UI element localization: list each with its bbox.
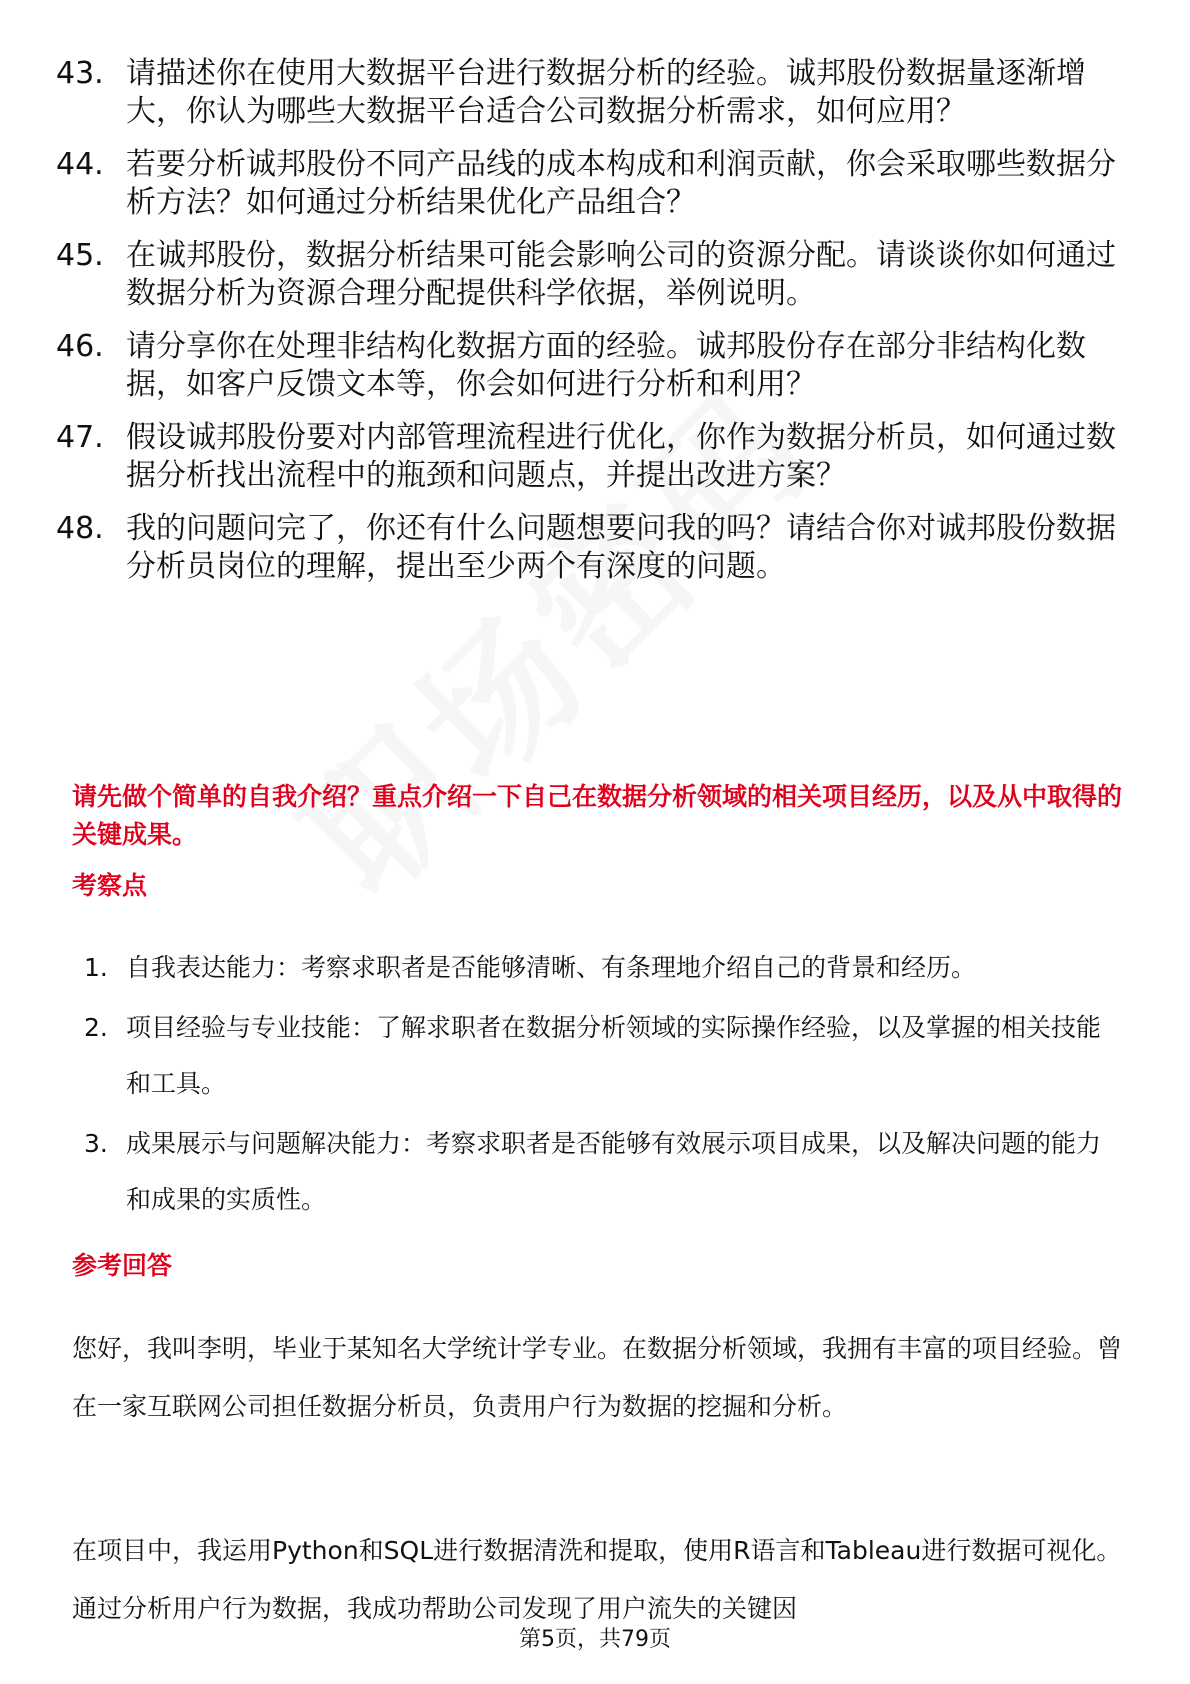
question-text: 我的问题问完了，你还有什么问题想要问我的吗？请结合你对诚邦股份数据分析员岗位的理解，提出至少两个有深度的问题。: [126, 511, 1116, 584]
question-item: [56, 55, 1116, 131]
point-item: [84, 940, 1124, 996]
question-number: 44.: [56, 147, 104, 182]
kaocha-label: 考察点: [72, 871, 148, 900]
point-text: 自我表达能力：考察求职者是否能够清晰、有条理地介绍自己的背景和经历。: [126, 953, 977, 982]
answer-label: 参考回答: [72, 1251, 173, 1280]
point-item: [84, 1000, 1124, 1112]
question-number: 46.: [56, 329, 104, 364]
question-text: 若要分析诚邦股份不同产品线的成本构成和利润贡献，你会采取哪些数据分析方法？如何通过分析结果优化产品组合？: [126, 147, 1116, 220]
question-item: [56, 510, 1116, 586]
question-item: [56, 237, 1116, 313]
question-number: 47.: [56, 420, 104, 455]
point-number: 2.: [84, 1013, 108, 1042]
answer-paragraph: 在项目中，我运用Python和SQL进行数据清洗和提取，使用R语言和Tableau进行数据可视化。通过分析用户行为数据，我成功帮助公司发现了用户流失的关键因: [72, 1536, 1122, 1623]
answer-paragraph: 您好，我叫李明，毕业于某知名大学统计学专业。在数据分析领域，我拥有丰富的项目经验。曾在一家互联网公司担任数据分析员，负责用户行为数据的挖掘和分析。: [72, 1334, 1123, 1421]
point-number: 1.: [84, 953, 108, 982]
question-text: 请描述你在使用大数据平台进行数据分析的经验。诚邦股份数据量逐渐增大，你认为哪些大数据平台适合公司数据分析需求，如何应用？: [126, 56, 1086, 129]
page-footer: 第5页，共79页: [519, 1627, 671, 1652]
point-text: 项目经验与专业技能：了解求职者在数据分析领域的实际操作经验，以及掌握的相关技能和工具。: [126, 1013, 1102, 1098]
question-number: 43.: [56, 56, 104, 91]
assessment-points: [84, 940, 1124, 1232]
point-text: 成果展示与问题解决能力：考察求职者是否能够有效展示项目成果，以及解决问题的能力和成果的实质性。: [126, 1129, 1102, 1214]
question-number: 45.: [56, 238, 104, 273]
question-list: [56, 55, 1116, 601]
question-text: 在诚邦股份，数据分析结果可能会影响公司的资源分配。请谈谈你如何通过数据分析为资源合理分配提供科学依据，举例说明。: [126, 238, 1116, 311]
highlighted-question: 请先做个简单的自我介绍？重点介绍一下自己在数据分析领域的相关项目经历，以及从中取得的关键成果。: [72, 782, 1123, 849]
question-item: [56, 328, 1116, 404]
point-item: [84, 1116, 1124, 1228]
question-text: 请分享你在处理非结构化数据方面的经验。诚邦股份存在部分非结构化数据，如客户反馈文本等，你会如何进行分析和利用？: [126, 329, 1086, 402]
question-text: 假设诚邦股份要对内部管理流程进行优化，你作为数据分析员，如何通过数据分析找出流程中的瓶颈和问题点，并提出改进方案？: [126, 420, 1116, 493]
point-number: 3.: [84, 1129, 108, 1158]
question-item: [56, 146, 1116, 222]
question-item: [56, 419, 1116, 495]
question-number: 48.: [56, 511, 104, 546]
